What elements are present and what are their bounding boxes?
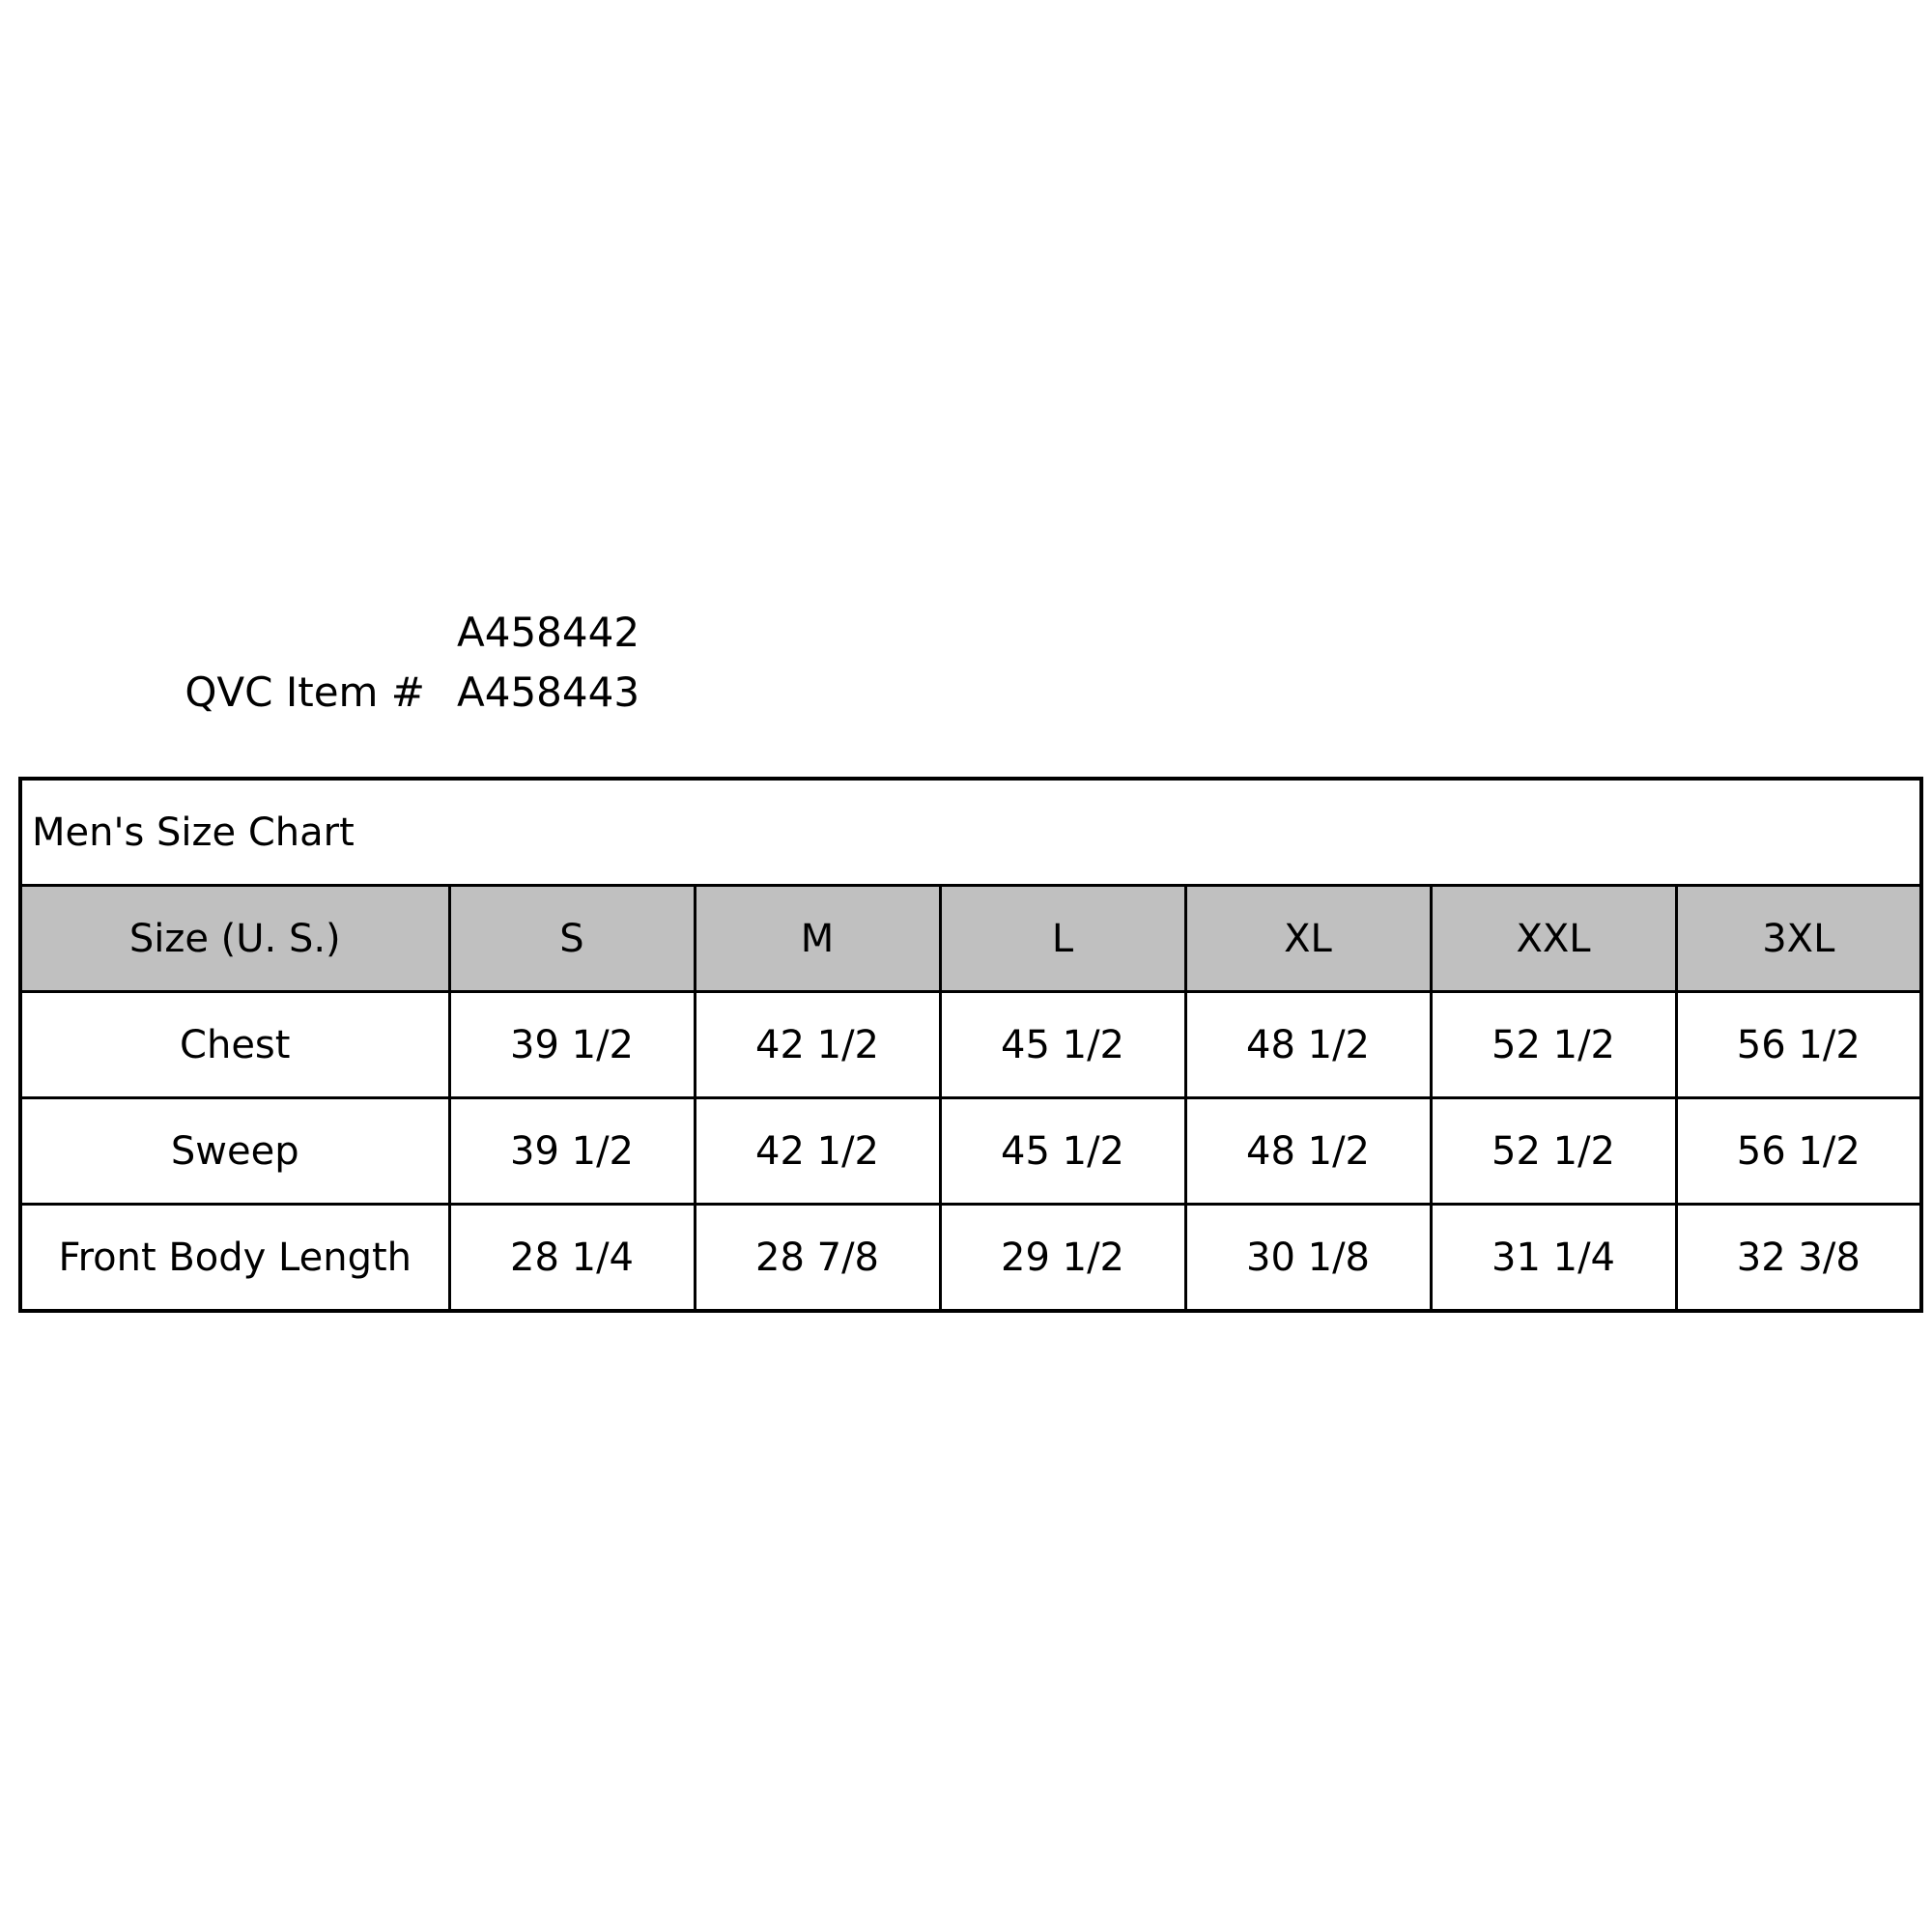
header-cell-3xl: 3XL <box>1676 886 1921 992</box>
item-number-label: QVC Item # <box>185 668 425 716</box>
header-cell-xl: XL <box>1185 886 1431 992</box>
table-cell: 52 1/2 <box>1431 1098 1676 1205</box>
chart-title: Men's Size Chart <box>20 779 1921 886</box>
table-cell: 28 7/8 <box>695 1205 940 1312</box>
chart-title-row <box>20 779 1921 886</box>
size-header-row <box>20 886 1921 992</box>
table-cell: 28 1/4 <box>449 1205 695 1312</box>
table-cell: 31 1/4 <box>1431 1205 1676 1312</box>
table-row-front-body-length <box>20 1205 1921 1312</box>
table-cell: 48 1/2 <box>1185 1098 1431 1205</box>
table-cell: 45 1/2 <box>940 1098 1185 1205</box>
size-chart-table <box>18 777 1923 1313</box>
table-cell: 39 1/2 <box>449 992 695 1098</box>
header-cell-l: L <box>940 886 1185 992</box>
table-cell: 32 3/8 <box>1676 1205 1921 1312</box>
table-cell: 29 1/2 <box>940 1205 1185 1312</box>
row-label-sweep: Sweep <box>20 1098 449 1205</box>
table-row-chest <box>20 992 1921 1098</box>
table-cell: 56 1/2 <box>1676 992 1921 1098</box>
table-cell: 52 1/2 <box>1431 992 1676 1098</box>
header-cell-size-label: Size (U. S.) <box>20 886 449 992</box>
table-cell: 30 1/8 <box>1185 1205 1431 1312</box>
qvc-item-info <box>0 594 676 729</box>
table-row-sweep <box>20 1098 1921 1205</box>
table-cell: 42 1/2 <box>695 992 940 1098</box>
item-number-primary: A458442 <box>457 609 640 656</box>
table-cell: 42 1/2 <box>695 1098 940 1205</box>
header-cell-s: S <box>449 886 695 992</box>
item-number-secondary: A458443 <box>457 668 640 716</box>
row-label-front-body-length: Front Body Length <box>20 1205 449 1312</box>
table-cell: 45 1/2 <box>940 992 1185 1098</box>
header-cell-m: M <box>695 886 940 992</box>
header-cell-xxl: XXL <box>1431 886 1676 992</box>
table-cell: 56 1/2 <box>1676 1098 1921 1205</box>
table-cell: 39 1/2 <box>449 1098 695 1205</box>
row-label-chest: Chest <box>20 992 449 1098</box>
table-cell: 48 1/2 <box>1185 992 1431 1098</box>
